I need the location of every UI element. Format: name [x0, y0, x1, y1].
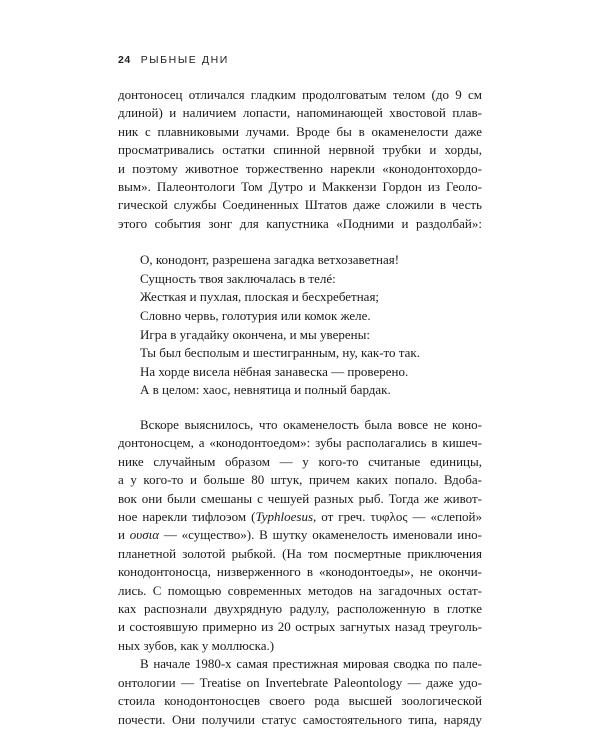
text-line: донтоносцем, а «конодонтоедом»: зубы располагались в кишеч- — [118, 435, 482, 451]
text-line: донтоносец отличался гладким продолговатым телом (до 9 см — [118, 87, 482, 102]
text-line: ках распознали двухрядную радулу, расположенную в глотке — [118, 601, 482, 617]
verse-line: О, конодонт, разрешена загадка ветхозаветная! — [140, 252, 400, 268]
page-body — [118, 86, 482, 729]
text-line: а у кого-то и больше 80 штук, причем каких попало. Вдоба- — [118, 472, 482, 488]
text-line: онтологии — Treatise on Invertebrate Paleontology — даже удо- — [118, 674, 482, 690]
text-line: этого события зонг для капустника «Подними и раздолбай»: — [118, 215, 482, 231]
text-line: длиной) и наличием лопасти, напоминающей хвостовой плав- — [118, 105, 482, 121]
running-title: РЫБНЫЕ ДНИ — [140, 54, 229, 66]
verse-line: На хорде висела нёбная занавеска — проверено. — [140, 363, 409, 379]
text-line: лись. С помощью современных методов на загадочных остат- — [118, 582, 482, 598]
text-line: планетной золотой рыбкой. (На том посмертные приключения — [118, 545, 482, 561]
verse-line: Жесткая и пухлая, плоская и бесхребетная; — [140, 289, 380, 305]
paragraph-1 — [118, 86, 482, 233]
verse-line: Ты был бесполым и шестигранным, ну, как-то так. — [140, 345, 420, 361]
verse-line: Игра в угадайку окончена, и мы уверены: — [140, 326, 370, 342]
text-line: и поэтому животное торжественно нарекли «конодонтохордо- — [118, 160, 482, 176]
verse-block — [140, 251, 482, 400]
text-line: ник с плавниковыми лучами. Вроде бы в окаменелости даже — [118, 123, 482, 139]
latin-genus-name: Typhloesus — [255, 509, 314, 525]
text-run: , от греч. τυφλος — «слепой» — [313, 509, 482, 525]
greek-word: ουσια — [129, 527, 160, 543]
running-header — [118, 54, 229, 66]
text-run: ное нарекли тифлоэом ( — [118, 509, 256, 525]
text-line: нике случайным образом — у кого-то считаные единицы, — [118, 453, 482, 469]
text-line: вым». Палеонтологи Том Дутро и Маккензи Гордон из Геоло- — [118, 179, 482, 195]
text-line: почести. Они получили статус самостоятельного типа, наряду — [118, 711, 482, 727]
text-line: В начале 1980-х самая престижная мировая сводка по пале- — [140, 656, 482, 672]
verse-line: Словно червь, голотурия или комок желе. — [140, 308, 371, 324]
text-line: вок они были смешаны с чешуей разных рыб. Тогда же живот- — [118, 490, 482, 506]
text-line: Вскоре выяснилось, что окаменелость была вовсе не коно- — [140, 417, 482, 432]
verse-line: А в целом: хаос, невнятица и полный бардак. — [140, 382, 391, 398]
text-run: и — [118, 527, 130, 543]
verse-line: Сущность твоя заключалась в телé: — [140, 270, 336, 286]
text-line: стоила конодонтоносцев своего рода высшей зоологической — [118, 693, 482, 709]
text-line: и состоявшую примерно из 20 острых загнутых назад треуголь- — [118, 619, 482, 635]
text-line — [118, 526, 482, 544]
text-line: конодонтоносца, низверженного в «конодонтоеды», не окончи- — [118, 564, 482, 580]
paragraph-2 — [118, 416, 482, 655]
text-run: — «существо»). В шутку окаменелость именовали ино- — [159, 527, 482, 543]
text-line: ных зубов, как у моллюска.) — [118, 637, 275, 653]
text-line: просматривались остатки спинной нервной трубки и хорды, — [118, 142, 482, 158]
page-number: 24 — [118, 54, 131, 66]
text-line — [118, 508, 482, 526]
text-line: гической службы Соединенных Штатов даже сложили в честь — [118, 197, 482, 213]
paragraph-3 — [118, 655, 482, 729]
